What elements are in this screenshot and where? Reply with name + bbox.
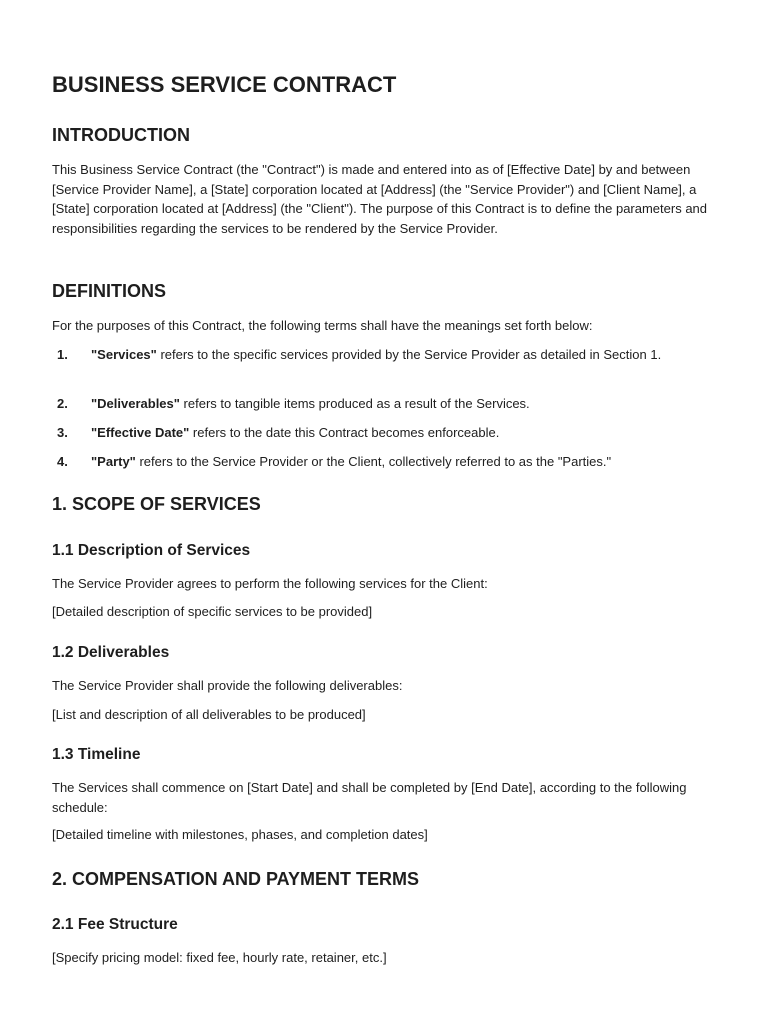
definitions-intro: For the purposes of this Contract, the following terms shall have the meanings set forth below: — [52, 318, 593, 333]
description-text: The Service Provider agrees to perform the following services for the Client: — [52, 576, 488, 591]
item-text: refers to tangible items produced as a result of the Services. — [179, 396, 530, 411]
definition-item — [57, 423, 717, 443]
definition-item — [57, 452, 717, 472]
timeline-heading: 1.3 Timeline — [52, 746, 141, 763]
item-term: "Services" — [91, 347, 157, 362]
deliverables-heading: 1.2 Deliverables — [52, 644, 170, 661]
item-term: "Effective Date" — [91, 425, 190, 440]
item-text: refers to the Service Provider or the Client, collectively referred to as the "Parties." — [135, 454, 612, 469]
introduction-heading: INTRODUCTION — [52, 125, 190, 145]
document-title: BUSINESS SERVICE CONTRACT — [52, 72, 397, 97]
fee-structure-heading: 2.1 Fee Structure — [52, 916, 178, 933]
fee-structure-placeholder: [Specify pricing model: fixed fee, hourly rate, retainer, etc.] — [52, 950, 387, 965]
item-term: "Deliverables" — [91, 396, 180, 411]
definitions-heading: DEFINITIONS — [52, 281, 167, 301]
deliverables-placeholder: [List and description of all deliverables to be produced] — [52, 707, 366, 722]
timeline-placeholder: [Detailed timeline with milestones, phases, and completion dates] — [52, 827, 428, 842]
item-number: 3. — [57, 425, 68, 440]
timeline-text: The Services shall commence on [Start Date] and shall be completed by [End Date], according to the following schedule: — [52, 780, 687, 815]
scope-heading: 1. SCOPE OF SERVICES — [52, 494, 261, 514]
item-text: refers to the specific services provided by the Service Provider as detailed in Section 1. — [156, 347, 662, 362]
item-text: refers to the date this Contract becomes enforceable. — [189, 425, 500, 440]
deliverables-text: The Service Provider shall provide the following deliverables: — [52, 678, 403, 693]
item-number: 2. — [57, 396, 68, 411]
item-term: "Party" — [91, 454, 136, 469]
compensation-heading: 2. COMPENSATION AND PAYMENT TERMS — [52, 869, 420, 889]
definition-item — [57, 394, 717, 414]
item-number: 4. — [57, 454, 68, 469]
definition-item — [57, 345, 717, 365]
item-number: 1. — [57, 347, 68, 362]
description-placeholder: [Detailed description of specific services to be provided] — [52, 604, 373, 619]
description-heading: 1.1 Description of Services — [52, 542, 251, 559]
introduction-text: This Business Service Contract (the "Contract") is made and entered into as of [Effective Date] by and between [Service Provider Name], a [State] corporation located at [Address] (the "Service Provider") and [Client Name], a [State] corporation located at [Address] (the "Client"). The purpose of this Contract is to define the parameters and responsibilities regarding the services to be rendered by the Service Provider. — [52, 162, 708, 236]
